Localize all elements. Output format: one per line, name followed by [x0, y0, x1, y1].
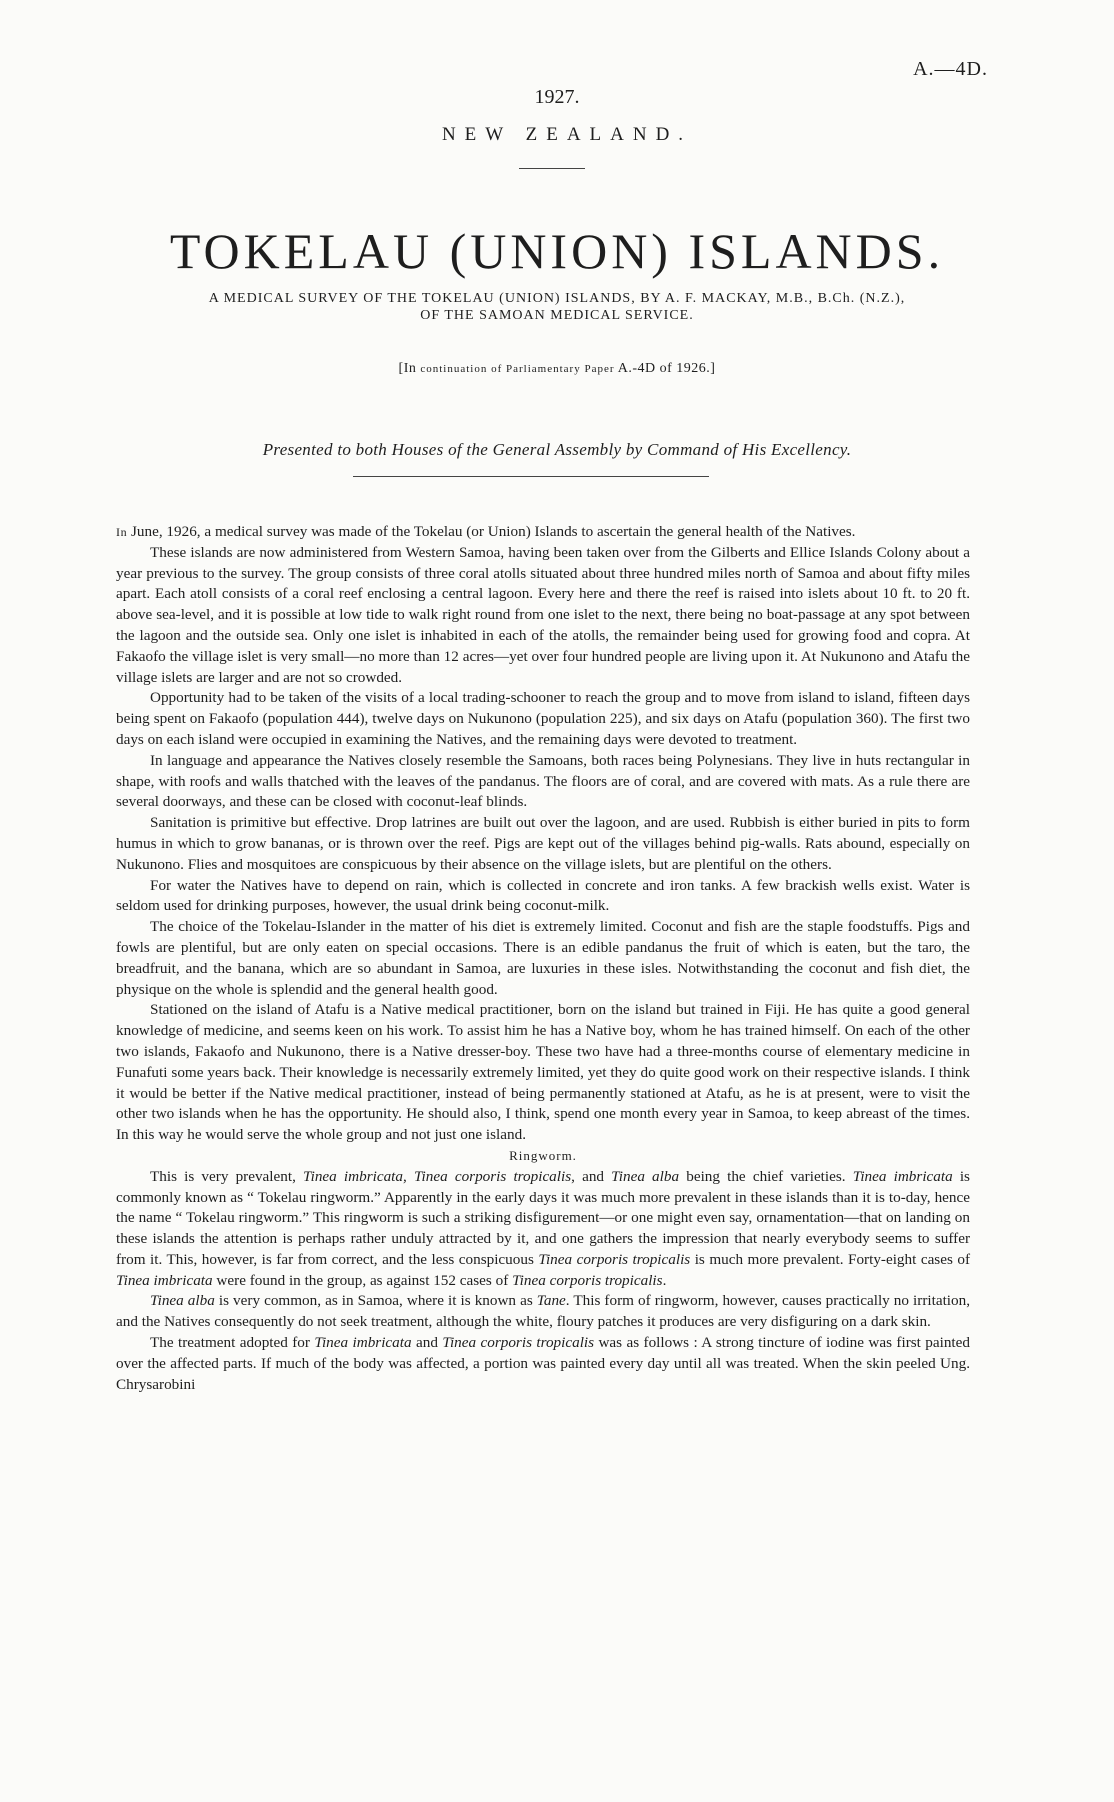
- continuation-smallcaps: continuation of Parliamentary Paper: [420, 363, 615, 375]
- continuation-note: [0, 361, 1114, 377]
- paragraph: In June, 1926, a medical survey was made of the Tokelau (or Union) Islands to ascertain the general health of the Natives.: [116, 523, 856, 540]
- page-title: TOKELAU (UNION) ISLANDS.: [169, 223, 945, 279]
- paragraph: Tinea alba is very common, as in Samoa, where it is known as Tane. This form of ringworm, however, causes practically no irritation, and the Natives consequently do not seek treatment, although the white, floury patches it produces are very disfiguring on a dark skin.: [116, 1292, 970, 1331]
- subtitle-line: A MEDICAL SURVEY OF THE TOKELAU (UNION) ISLANDS, BY A. F. MACKAY, M.B., B.Ch. (N.Z.),: [208, 291, 906, 306]
- lead-word: In: [116, 525, 128, 539]
- continuation-close: A.-4D of 1926.]: [617, 361, 716, 376]
- paragraph: The treatment adopted for Tinea imbricata and Tinea corporis tropicalis was as follows : A strong tincture of iodine was first painted over the affected parts. If much of the body was affected, a portion was painted every day until all was treated. When the skin peeled Ung. Chrysarobini: [116, 1334, 970, 1393]
- paragraph: Opportunity had to be taken of the visits of a local trading-schooner to reach the group and to move from island to island, fifteen days being spent on Fakaofo (population 444), twelve days on Nukunono (population 225), and six days on Atafu (population 360). The first two days on each island were occupied in examining the Natives, and the remaining days were devoted to treatment.: [116, 689, 970, 748]
- subtitle: [0, 290, 1114, 324]
- paper-reference: A.—4D.: [913, 58, 988, 80]
- section-heading: Ringworm.: [509, 1147, 577, 1163]
- year: 1927.: [534, 86, 580, 108]
- divider: [519, 168, 585, 169]
- divider: [353, 476, 709, 477]
- paragraph: This is very prevalent, Tinea imbricata, Tinea corporis tropicalis, and Tinea alba being the chief varieties. Tinea imbricata is commonly known as “ Tokelau ringworm.” Apparently in the early days it was much more prevalent in these islands than it is to-day, hence the name “ Tokelau ringworm.” This ringworm is such a striking disfigurement—or one might even say, ornamentation—that on landing on these islands the attention is perhaps rather unduly attracted by it, and one gathers the impression that nearly everybody seems to suffer from it. This, however, is far from correct, and the less conspicuous Tinea corporis tropicalis is much more prevalent. Forty-eight cases of Tinea imbricata were found in the group, as against 152 cases of Tinea corporis tropicalis.: [116, 1167, 970, 1289]
- paragraph: For water the Natives have to depend on rain, which is collected in concrete and iron tanks. A few brackish wells exist. Water is seldom used for drinking purposes, however, the usual drink being coconut-milk.: [116, 876, 970, 915]
- paragraph: Sanitation is primitive but effective. Drop latrines are built out over the lagoon, and are used. Rubbish is either buried in pits to form humus in which to grow bananas, or is thrown over the reef. Pigs are kept out of the villages behind pig-walls. Rats abound, especially on Nukunono. Flies and mosquitoes are conspicuous by their absence on the village islets, but are plentiful on the others.: [116, 814, 970, 873]
- document-body: [116, 522, 970, 1395]
- country-heading: NEW ZEALAND.: [441, 124, 693, 145]
- paragraph: In language and appearance the Natives closely resemble the Samoans, both races being Polynesians. They live in huts rectangular in shape, with roofs and walls thatched with the leaves of the pandanus. The floors are of coral, and are covered with mats. As a rule there are several doorways, and these can be closed with coconut-leaf blinds.: [116, 751, 970, 811]
- continuation-open: [In: [398, 361, 417, 376]
- presentation-note: Presented to both Houses of the General Assembly by Command of His Excellency.: [262, 440, 852, 459]
- subtitle-line: OF THE SAMOAN MEDICAL SERVICE.: [420, 308, 694, 323]
- paragraph: Stationed on the island of Atafu is a Native medical practitioner, born on the island but trained in Fiji. He has quite a good general knowledge of medicine, and seems keen on his work. To assist him he has a Native boy, whom he has trained himself. On each of the other two islands, Fakaofo and Nukunono, there is a Native dresser-boy. These two have had a three-months course of elementary medicine in Funafuti some years back. Their knowledge is necessarily extremely limited, yet they do quite good work on their respective islands. I think it would be better if the Native medical practitioner, instead of being permanently stationed at Atafu, as he is at present, were to visit the other two islands when he has the opportunity. He should also, I think, spend one month every year in Samoa, to keep abreast of the times. In this way he would serve the whole group and not just one island.: [116, 1001, 970, 1144]
- paragraph: The choice of the Tokelau-Islander in the matter of his diet is extremely limited. Coconut and fish are the staple foodstuffs. Pigs and fowls are plentiful, but are only eaten on special occasions. There is an edible pandanus the fruit of which is eaten, but the taro, the breadfruit, and the banana, which are so abundant in Samoa, are luxuries in these isles. Notwithstanding the coconut and fish diet, the physique on the whole is splendid and the general health good.: [116, 918, 970, 998]
- paragraph: These islands are now administered from Western Samoa, having been taken over from the Gilberts and Ellice Islands Colony about a year previous to the survey. The group consists of three coral atolls situated about three hundred miles north of Samoa and about fifty miles apart. Each atoll consists of a coral reef enclosing a central lagoon. Every here and there the reef is raised into islets about 10 ft. to 20 ft. above sea-level, and it is possible at low tide to walk right round from one islet to the next, there being no boat-passage at any spot between the lagoon and the outside sea. Only one islet is inhabited in each of the atolls, the remainder being used for growing food and copra. At Fakaofo the village islet is very small—no more than 12 acres—yet over four hundred people are living upon it. At Nukunono and Atafu the village islets are larger and are not so crowded.: [116, 543, 970, 686]
